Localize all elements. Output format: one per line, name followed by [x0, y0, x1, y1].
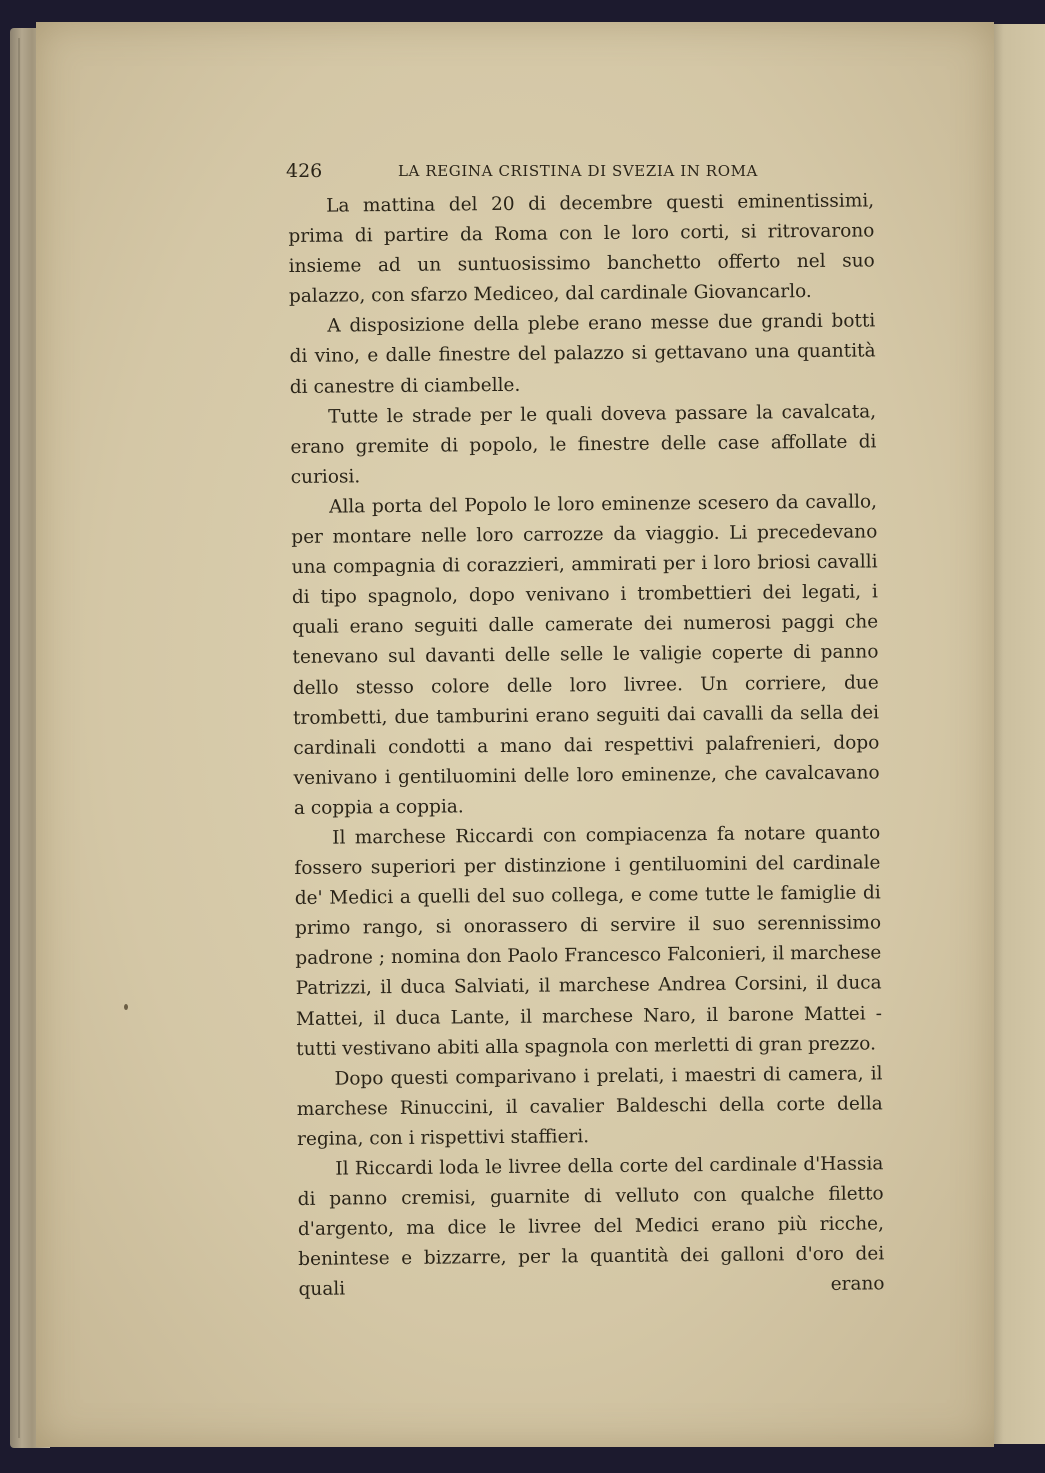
paragraph: La mattina del 20 di decembre questi eminentissimi, prima di partire da Roma con le loro corti, si ritrovarono insieme ad un suntuosissimo banchetto offerto nel suo palazzo, con sfarzo Mediceo, dal cardinale Giovancarlo. — [288, 190, 875, 308]
paragraph: A disposizione della plebe erano messe due grandi botti di vino, e dalle finestre del palazzo si gettavano una quantità di canestre di ciambelle. — [289, 310, 876, 398]
paragraph: Il Riccardi loda le livree della corte del cardinale d'Hassia di panno cremisi, guarnite di velluto con qualche filetto d'argento, ma dice le livree del Medici erano più ricche, benintese e bizzarre, per la quantità dei galloni d'oro dei quali erano — [297, 1153, 885, 1301]
page-number: 426 — [286, 160, 323, 182]
paragraph: Alla porta del Popolo le loro eminenze scesero da cavallo, per montare nelle loro carrozze da viaggio. Li precedevano una compagnia di corazzieri, ammirati per i loro briosi cavalli di tipo spagnolo, dopo venivano i trombettieri dei legati, i quali erano seguiti dalle camerate dei numerosi paggi che tenevano sul davanti delle selle le valigie coperte di panno dello stesso colore delle loro livree. Un corriere, due trombetti, due tamburini erano seguiti dai cavalli da sella dei cardinali condotti a mano dai respettivi palafrenieri, dopo venivano i gentiluomini delle loro eminenze, che cavalcavano a coppia a coppia. — [291, 491, 880, 819]
body-text — [288, 186, 885, 1305]
page-header — [286, 160, 886, 186]
paragraph: Dopo questi comparivano i prelati, i maestri di camera, il marchese Rinuccini, il cavalier Baldeschi della corte della regina, con i rispettivi staffieri. — [296, 1063, 883, 1150]
paragraph: Tutte le strade per le quali doveva passare la cavalcata, erano gremite di popolo, le finestre delle case affollate di curiosi. — [290, 401, 877, 488]
running-head: LA REGINA CRISTINA DI SVEZIA IN ROMA — [398, 162, 758, 180]
paper-speck — [124, 1004, 128, 1010]
paragraph: Il marchese Riccardi con compiacenza fa notare quanto fossero superiori per distinzione i gentiluomini del cardinale de' Medici a quelli del suo collega, e come tutte le famiglie di primo rango, si onorassero di servire il suo serennissimo padrone ; nomina don Paolo Francesco Falconieri, il marchese Patrizzi, il duca Salviati, il marchese Andrea Corsini, il duca Mattei, il duca Lante, il marchese Naro, il barone Mattei - tutti vestivano abiti alla spagnola con merletti di gran prezzo. — [294, 822, 883, 1060]
